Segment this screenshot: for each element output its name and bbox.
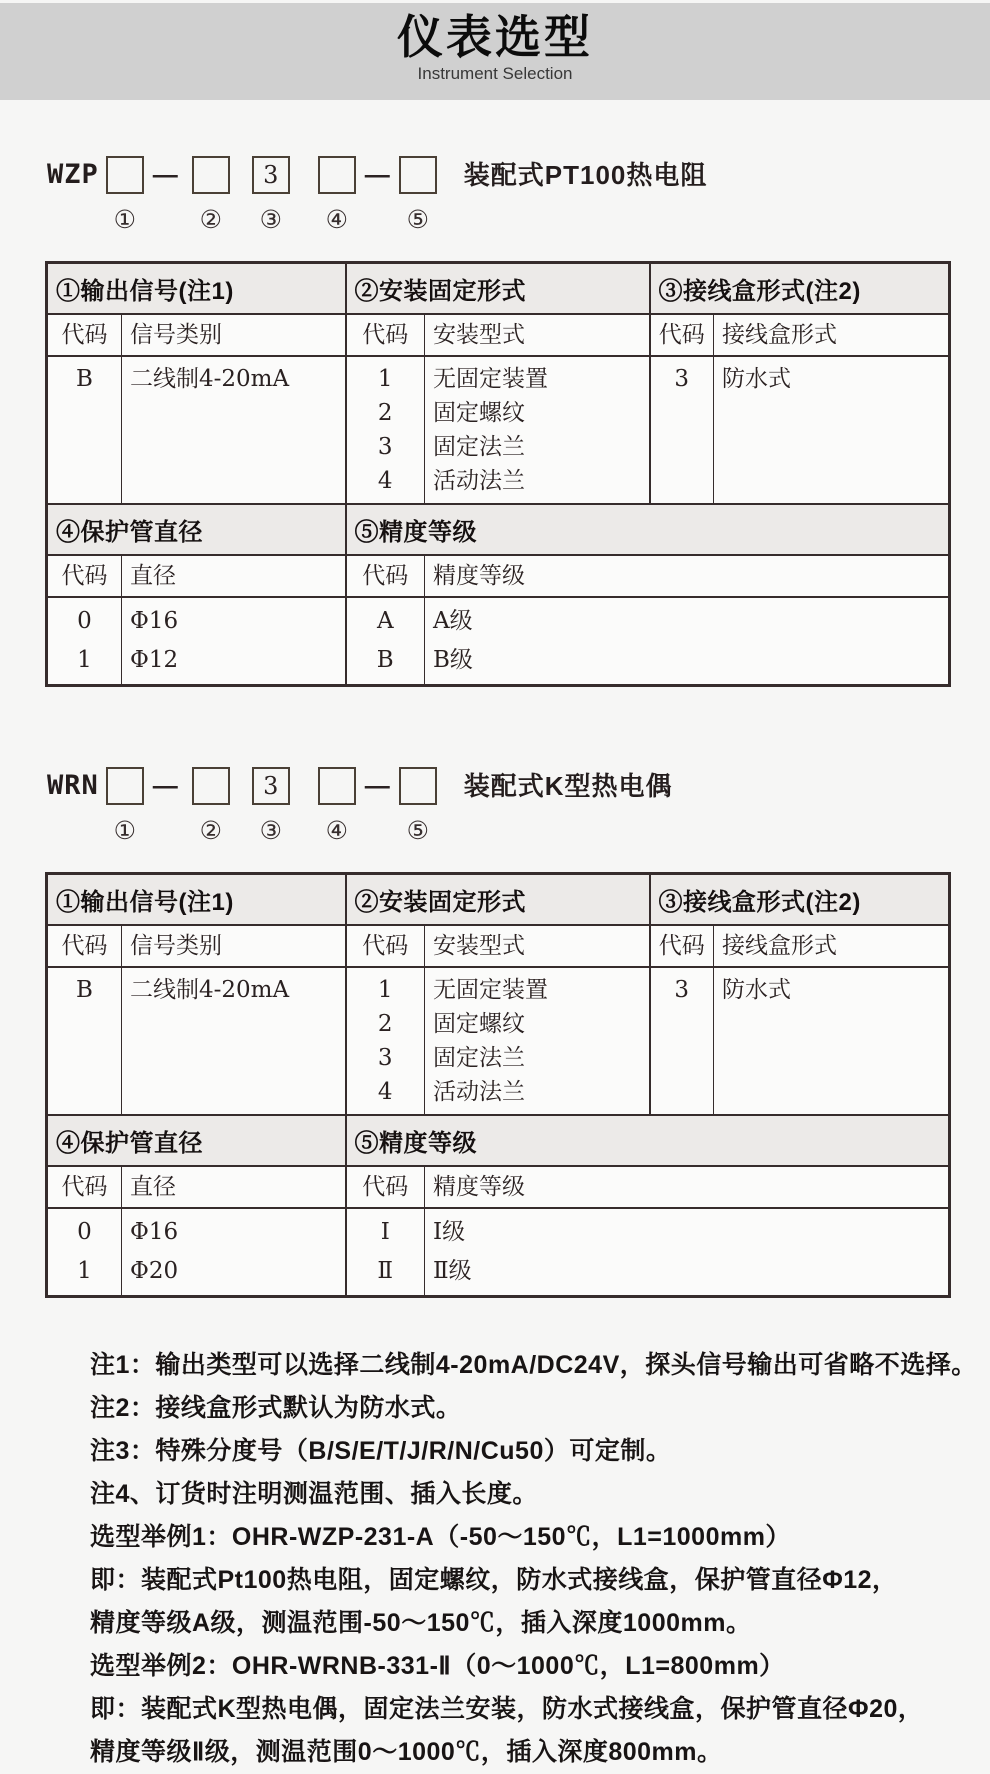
- model-description: 装配式K型热电偶: [463, 771, 673, 801]
- note-line-10: 精度等级Ⅱ级，测温范围0～1000℃，插入深度800mm。: [90, 1738, 723, 1766]
- cell-mount-labels: [425, 356, 650, 504]
- mount-code: 3: [377, 1045, 393, 1071]
- junction-code: 3: [674, 977, 690, 1003]
- model-slot-3: [252, 156, 290, 235]
- cell-mount-labels: [425, 967, 650, 1115]
- accuracy-code: A: [376, 608, 394, 634]
- table-row: [47, 555, 950, 597]
- col-header-accuracy: 精度等级: [425, 555, 950, 597]
- model-code-line-wzp: [47, 156, 948, 235]
- col-header-code: 代码: [650, 925, 714, 967]
- cell-diameter-codes: [47, 597, 122, 686]
- model-box-3: 3: [252, 156, 290, 194]
- model-box-3: 3: [252, 767, 290, 805]
- note-line-3: 注3：特殊分度号（B/S/E/T/J/R/N/Cu50）可定制。: [90, 1437, 672, 1465]
- model-box-5: [399, 156, 437, 194]
- model-box-5: [399, 767, 437, 805]
- table-row: [47, 925, 950, 967]
- cell-diameter-codes: [47, 1208, 122, 1297]
- diameter-label: Φ12: [130, 647, 179, 673]
- cell-signal-code: [47, 356, 122, 504]
- mount-label: 固定螺纹: [433, 1011, 525, 1037]
- table-row: [47, 263, 950, 315]
- table-row: [47, 356, 950, 504]
- mount-code: 2: [377, 1011, 393, 1037]
- circle-number-3: ③: [259, 205, 282, 234]
- page-title: 仪表选型: [397, 11, 593, 63]
- accuracy-code: Ⅱ: [377, 1258, 394, 1284]
- cell-accuracy-labels: [425, 1208, 950, 1297]
- col-header-junction-type: 接线盒形式: [714, 925, 950, 967]
- model-box-4: [318, 767, 356, 805]
- note-line-8: 选型举例2：OHR-WRNB-331-Ⅱ（0～1000℃，L1=800mm）: [90, 1652, 785, 1680]
- mount-label: 活动法兰: [433, 1079, 525, 1105]
- section-title-accuracy: ⑤精度等级: [346, 1115, 950, 1166]
- col-header-code: 代码: [650, 314, 714, 356]
- cell-signal-label: [122, 356, 346, 504]
- mount-code: 1: [377, 977, 393, 1003]
- diameter-code: 0: [77, 608, 92, 634]
- col-header-code: 代码: [47, 925, 122, 967]
- model-dash-2: —: [364, 161, 390, 189]
- mount-label: 活动法兰: [433, 468, 525, 494]
- accuracy-code: Ⅰ: [380, 1219, 390, 1245]
- model-code-line-wrn: [47, 767, 948, 846]
- table-row: [47, 1208, 950, 1297]
- section-title-junction-box: ③接线盒形式(注2): [650, 263, 950, 315]
- section-title-protection-tube: ④保护管直径: [47, 504, 346, 555]
- cell-diameter-labels: [122, 597, 346, 686]
- section-title-output-signal: ①输出信号(注1): [47, 263, 346, 315]
- circle-number-2: ②: [199, 205, 222, 234]
- signal-label: 二线制4-20mA: [130, 366, 290, 392]
- section-title-protection-tube: ④保护管直径: [47, 1115, 346, 1166]
- circle-number-3: ③: [259, 816, 282, 845]
- col-header-diameter: 直径: [122, 1166, 346, 1208]
- circle-number-4: ④: [325, 205, 348, 234]
- model-box-1: [106, 156, 144, 194]
- diameter-code: 0: [77, 1219, 92, 1245]
- diameter-label: Φ20: [130, 1258, 179, 1284]
- model-dash-1: —: [152, 161, 178, 189]
- mount-code: 2: [377, 400, 393, 426]
- model-slot-5: [399, 767, 437, 846]
- section-title-junction-box: ③接线盒形式(注2): [650, 874, 950, 926]
- mount-code: 4: [377, 1079, 393, 1105]
- model-slot-2: [192, 156, 230, 235]
- diameter-label: Φ16: [130, 608, 179, 634]
- cell-mount-codes: [346, 356, 425, 504]
- junction-code: 3: [674, 366, 690, 392]
- cell-junction-code: [650, 356, 714, 504]
- signal-code: B: [76, 366, 93, 392]
- cell-diameter-labels: [122, 1208, 346, 1297]
- accuracy-label: Ⅰ级: [433, 1219, 466, 1245]
- model-box-4: [318, 156, 356, 194]
- circle-number-2: ②: [199, 816, 222, 845]
- table-row: [47, 314, 950, 356]
- model-slot-1: [106, 156, 144, 235]
- cell-signal-label: [122, 967, 346, 1115]
- cell-accuracy-codes: [346, 1208, 425, 1297]
- circle-number-5: ⑤: [406, 205, 429, 234]
- mount-code: 1: [377, 366, 393, 392]
- circle-number-1: ①: [113, 205, 136, 234]
- model-dash-1: —: [152, 772, 178, 800]
- table-row: [47, 597, 950, 686]
- diameter-code: 1: [77, 1258, 92, 1284]
- accuracy-label: Ⅱ级: [433, 1258, 472, 1284]
- col-header-code: 代码: [47, 1166, 122, 1208]
- junction-label: 防水式: [722, 977, 791, 1003]
- mount-label: 无固定装置: [433, 977, 548, 1003]
- page-subtitle: Instrument Selection: [417, 64, 573, 83]
- accuracy-code: B: [376, 647, 394, 673]
- note-line-7: 精度等级A级，测温范围-50～150℃，插入深度1000mm。: [90, 1609, 752, 1637]
- notes-section: [45, 1344, 977, 1774]
- model-box-1: [106, 767, 144, 805]
- table-row: [47, 504, 950, 555]
- model-box-2: [192, 156, 230, 194]
- circle-number-5: ⑤: [406, 816, 429, 845]
- cell-accuracy-codes: [346, 597, 425, 686]
- mount-code: 3: [377, 434, 393, 460]
- model-slot-5: [399, 156, 437, 235]
- col-header-accuracy: 精度等级: [425, 1166, 950, 1208]
- model-slot-4: [318, 767, 356, 846]
- model-description: 装配式PT100热电阻: [463, 160, 708, 190]
- junction-label: 防水式: [722, 366, 791, 392]
- col-header-signal-type: 信号类别: [122, 314, 346, 356]
- cell-signal-code: [47, 967, 122, 1115]
- cell-junction-label: [714, 967, 950, 1115]
- section-title-mounting: ②安装固定形式: [346, 874, 650, 926]
- col-header-diameter: 直径: [122, 555, 346, 597]
- diameter-label: Φ16: [130, 1219, 179, 1245]
- page-content: [0, 156, 990, 1774]
- table-row: [47, 1115, 950, 1166]
- col-header-mount-type: 安装型式: [425, 925, 650, 967]
- col-header-code: 代码: [346, 314, 425, 356]
- model-box-2: [192, 767, 230, 805]
- section-title-output-signal: ①输出信号(注1): [47, 874, 346, 926]
- mount-code: 4: [377, 468, 393, 494]
- mount-label: 固定法兰: [433, 434, 525, 460]
- accuracy-label: B级: [433, 647, 473, 673]
- cell-mount-codes: [346, 967, 425, 1115]
- model-slot-3: [252, 767, 290, 846]
- selection-table-wrn: [45, 872, 951, 1298]
- note-line-5: 选型举例1：OHR-WZP-231-A（-50～150℃，L1=1000mm）: [90, 1523, 791, 1551]
- table-row: [47, 1166, 950, 1208]
- cell-junction-label: [714, 356, 950, 504]
- col-header-mount-type: 安装型式: [425, 314, 650, 356]
- diameter-code: 1: [77, 647, 92, 673]
- note-line-4: 注4、订货时注明测温范围、插入长度。: [90, 1480, 538, 1508]
- cell-junction-code: [650, 967, 714, 1115]
- col-header-code: 代码: [346, 555, 425, 597]
- model-slot-1: [106, 767, 144, 846]
- selection-table-wzp: [45, 261, 951, 687]
- col-header-code: 代码: [346, 925, 425, 967]
- mount-label: 无固定装置: [433, 366, 548, 392]
- col-header-code: 代码: [47, 314, 122, 356]
- note-line-6: 即：装配式Pt100热电阻，固定螺纹，防水式接线盒，保护管直径Φ12，: [90, 1566, 898, 1594]
- col-header-signal-type: 信号类别: [122, 925, 346, 967]
- mount-label: 固定法兰: [433, 1045, 525, 1071]
- model-slot-4: [318, 156, 356, 235]
- model-slot-2: [192, 767, 230, 846]
- col-header-junction-type: 接线盒形式: [714, 314, 950, 356]
- model-prefix: WRN: [47, 770, 99, 801]
- accuracy-label: A级: [433, 608, 473, 634]
- table-row: [47, 967, 950, 1115]
- mount-label: 固定螺纹: [433, 400, 525, 426]
- note-line-1: 注1：输出类型可以选择二线制4-20mA/DC24V，探头信号输出可省略不选择。: [90, 1351, 977, 1379]
- section-title-accuracy: ⑤精度等级: [346, 504, 950, 555]
- note-line-2: 注2：接线盒形式默认为防水式。: [90, 1394, 462, 1422]
- signal-label: 二线制4-20mA: [130, 977, 290, 1003]
- col-header-code: 代码: [346, 1166, 425, 1208]
- model-prefix: WZP: [47, 159, 99, 190]
- col-header-code: 代码: [47, 555, 122, 597]
- signal-code: B: [76, 977, 93, 1003]
- cell-accuracy-labels: [425, 597, 950, 686]
- circle-number-1: ①: [113, 816, 136, 845]
- table-row: [47, 874, 950, 926]
- page-header-band: [0, 3, 990, 100]
- circle-number-4: ④: [325, 816, 348, 845]
- note-line-9: 即：装配式K型热电偶，固定法兰安装，防水式接线盒，保护管直径Φ20，: [90, 1695, 924, 1723]
- model-dash-2: —: [364, 772, 390, 800]
- section-title-mounting: ②安装固定形式: [346, 263, 650, 315]
